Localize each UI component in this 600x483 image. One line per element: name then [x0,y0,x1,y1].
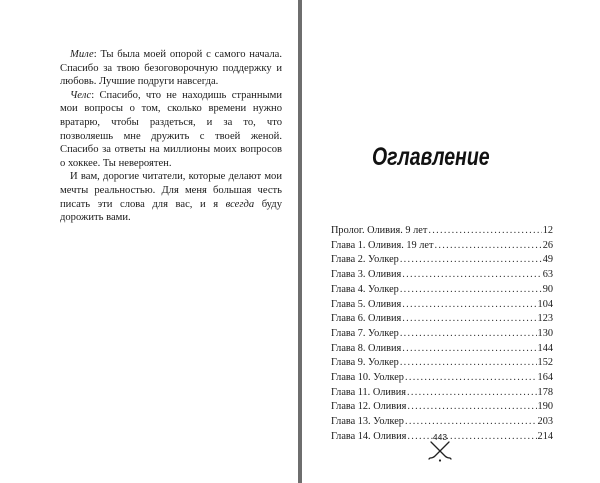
toc-entry-page: 90 [542,283,553,295]
toc-entry-label: Глава 1. Оливия. 19 лет [331,239,434,251]
toc-entry-label: Глава 6. Оливия [331,313,402,325]
toc-leader-dots [407,386,537,401]
toc-leader-dots [400,356,537,371]
toc-leader-dots [400,283,542,298]
toc-entry[interactable] [331,342,553,357]
toc-title: Оглавление [372,143,490,171]
toc-entry[interactable] [331,415,553,430]
crossed-hockey-sticks-icon [427,440,453,462]
ack-paragraph: Миле: Ты была моей опорой с самого начала. Спасибо за твою безоговорочную поддержку и любовь. Лучшие подруги навсегда. [60,49,282,88]
toc-entry[interactable] [331,224,553,239]
toc-entry-label: Глава 8. Оливия [331,342,402,354]
toc-entry[interactable] [331,386,553,401]
toc-entry-label: Глава 9. Уолкер [331,357,399,369]
toc-entry[interactable] [331,239,553,254]
toc-leader-dots [402,298,536,313]
toc-entry-page: 130 [537,327,553,339]
table-of-contents [331,224,553,445]
toc-entry[interactable] [331,298,553,313]
toc-entry[interactable] [331,400,553,415]
toc-entry-page: 203 [537,416,553,428]
toc-entry-page: 152 [537,357,553,369]
page-number: 443 [432,432,448,442]
toc-entry-label: Глава 13. Уолкер [331,416,404,428]
toc-leader-dots [400,327,537,342]
toc-leader-dots [400,253,542,268]
toc-leader-dots [405,415,537,430]
toc-entry-page: 144 [537,342,553,354]
toc-entry-label: Глава 14. Оливия [331,430,407,442]
toc-entry-label: Пролог. Оливия. 9 лет [331,225,428,236]
toc-leader-dots [407,400,536,415]
toc-leader-dots [402,312,536,327]
page-number-folio [425,432,455,462]
toc-entry[interactable] [331,268,553,283]
toc-entry-page: 214 [537,430,553,442]
toc-leader-dots [402,268,541,283]
toc-entry-page: 178 [537,386,553,398]
toc-entry-page: 190 [537,401,553,413]
toc-entry-label: Глава 3. Оливия [331,269,402,281]
toc-entry-label: Глава 5. Оливия [331,298,402,310]
toc-entry-page: 104 [537,298,553,310]
toc-entry-label: Глава 7. Уолкер [331,327,399,339]
toc-entry[interactable] [331,327,553,342]
ack-paragraph: Челс: Спасибо, что не находишь странными мои вопросы о том, сколько времени нужно вратарю, чтобы раздеться, и за то, что позволяешь мне дружить с твоей женой. Спасибо за ответы на миллионы моих вопросов о хоккее. Ты невероятен. [60,89,282,169]
toc-entry-label: Глава 12. Оливия [331,401,407,413]
toc-entry-label: Глава 11. Оливия [331,386,407,398]
toc-entry-page: 63 [542,269,553,281]
ack-paragraph: И вам, дорогие читатели, которые делают мои мечты реальностью. Для меня большая честь писать эти слова для вас, и я всегда буду дорожить вами. [60,171,282,224]
acknowledgements-text [60,48,282,225]
toc-entry-label: Глава 4. Уолкер [331,283,399,295]
toc-leader-dots [428,224,541,239]
left-page [0,0,298,483]
toc-entry-page: 164 [537,372,553,384]
toc-entry-page: 49 [542,254,553,266]
toc-entry[interactable] [331,312,553,327]
toc-entry-label: Глава 2. Уолкер [331,254,399,266]
toc-leader-dots [405,371,537,386]
toc-entry[interactable] [331,356,553,371]
toc-leader-dots [434,239,541,254]
toc-entry-label: Глава 10. Уолкер [331,372,404,384]
toc-entry[interactable] [331,371,553,386]
toc-entry-page: 26 [542,239,553,251]
toc-entry[interactable] [331,283,553,298]
toc-entry-page: 12 [542,225,553,236]
toc-leader-dots [402,342,536,357]
toc-entry-page: 123 [537,313,553,325]
toc-entry[interactable] [331,253,553,268]
